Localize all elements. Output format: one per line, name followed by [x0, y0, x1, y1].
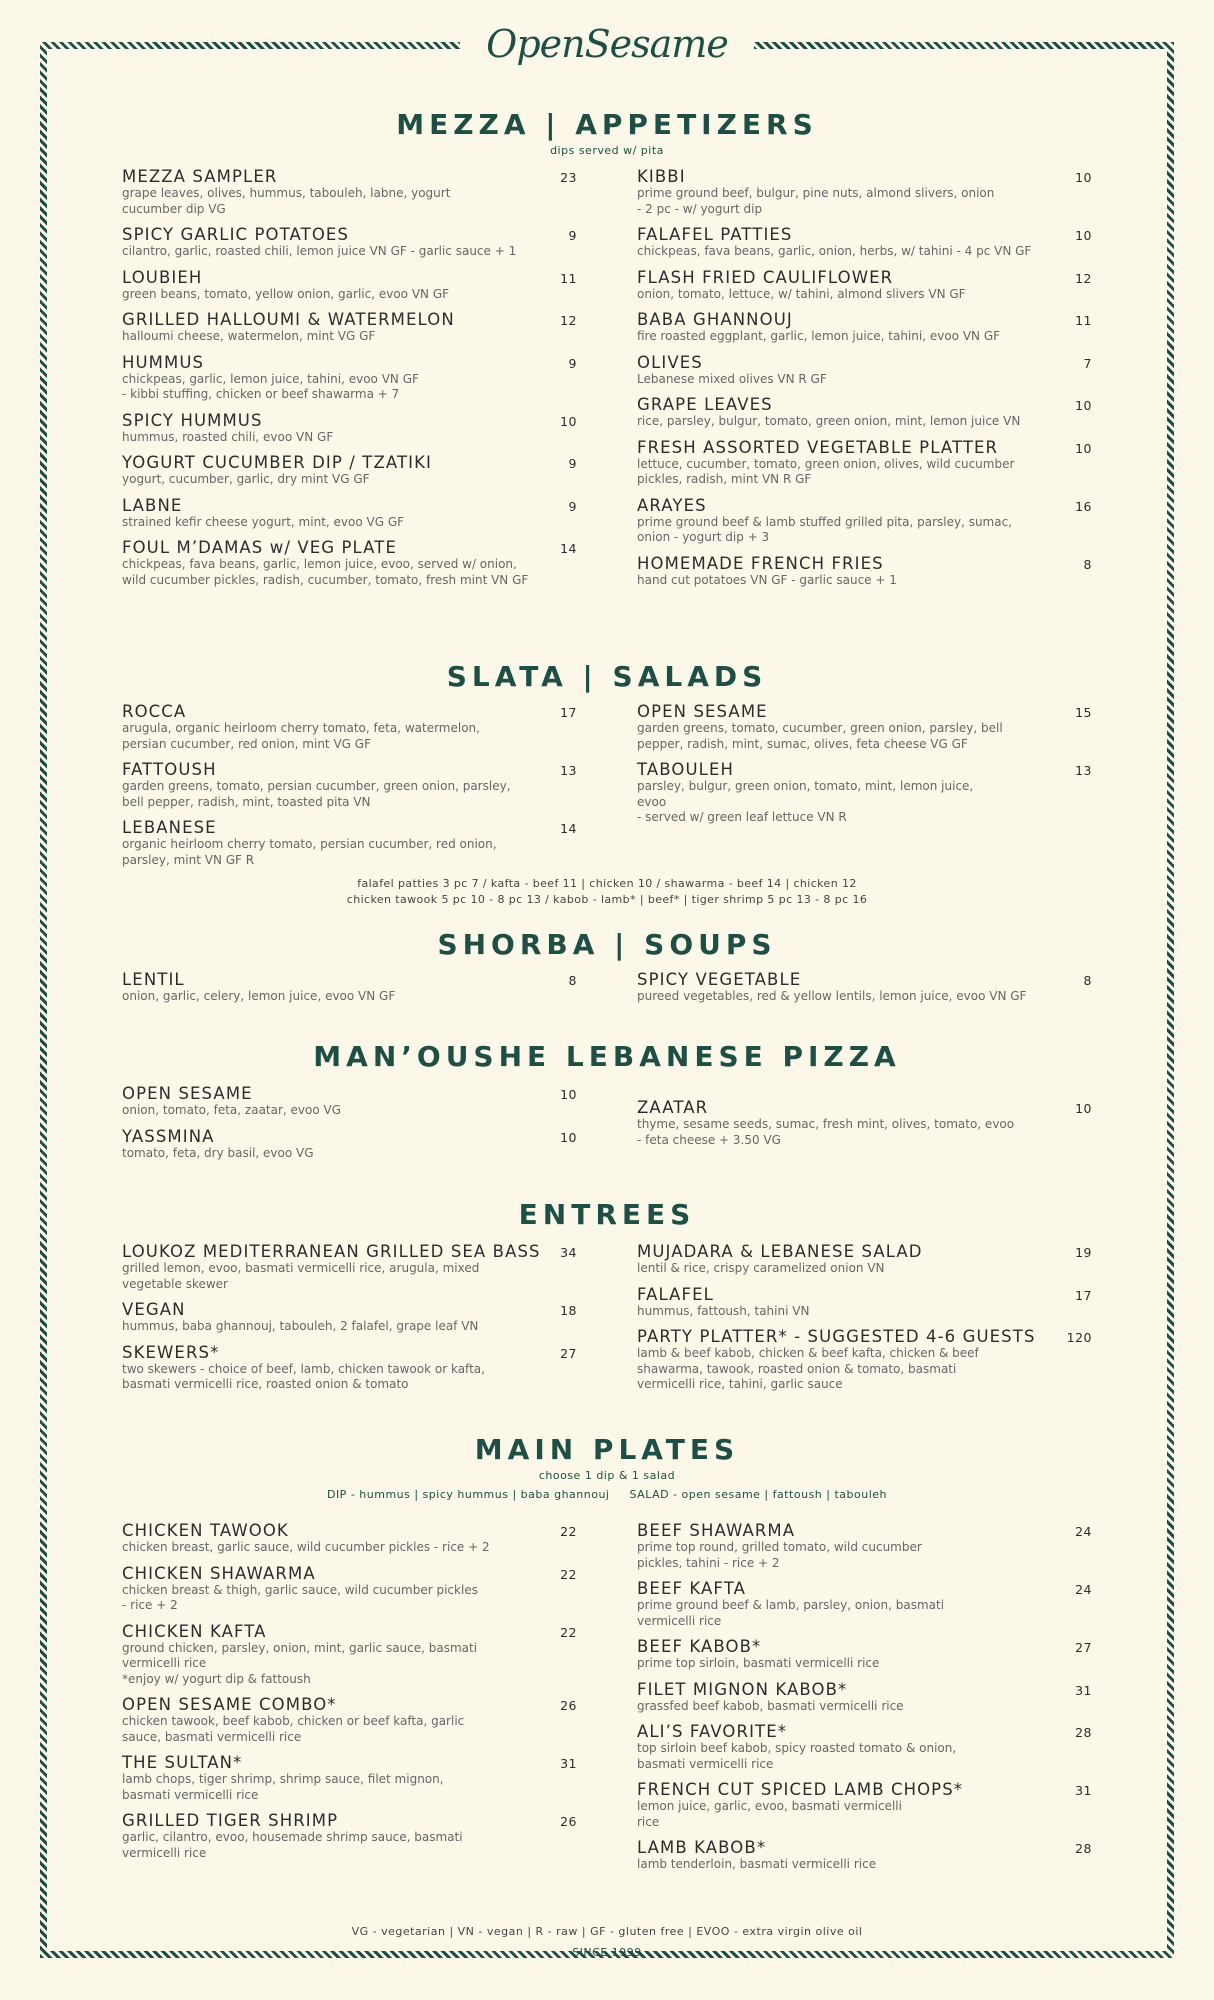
menu-item-header — [122, 1127, 577, 1146]
menu-item-header — [122, 1811, 577, 1830]
menu-item-description: fire roasted eggplant, garlic, lemon juice, tahini, evoo VN GF — [637, 329, 1001, 343]
dietary-legend: VG - vegetarian | VN - vegan | R - raw | GF - gluten free | EVOO - extra virgin olive oil — [351, 1925, 863, 1938]
menu-item-header — [122, 167, 577, 186]
menu-item-header — [122, 411, 577, 430]
menu-item-header — [122, 1084, 577, 1103]
brand-logo: OpenSesame — [460, 14, 754, 74]
menu-item-header — [122, 702, 577, 721]
menu-item-name: OPEN SESAME — [122, 1084, 253, 1103]
right-column — [637, 702, 1092, 876]
menu-item-description: cilantro, garlic, roasted chili, lemon juice VN GF - garlic sauce + 1 — [122, 244, 517, 258]
menu-item-name: HUMMUS — [122, 352, 205, 372]
menu-item-header — [637, 1327, 1092, 1346]
menu-item — [122, 1811, 577, 1861]
menu-item-name: FLASH FRIED CAULIFLOWER — [637, 267, 894, 287]
menu-item-description: prime top sirloin, basmati vermicelli rice — [637, 1656, 880, 1670]
menu-item-name: ARAYES — [637, 495, 707, 515]
left-column — [122, 1242, 577, 1401]
menu-item — [122, 496, 577, 531]
menu-item-price: 9 — [568, 228, 577, 243]
menu-item — [122, 453, 577, 488]
menu-item-name: LABNE — [122, 495, 183, 515]
menu-item-header — [637, 1680, 1092, 1699]
columns — [122, 1084, 1092, 1169]
left-column — [122, 970, 577, 1013]
menu-item-price: 24 — [1075, 1582, 1092, 1597]
menu-item-header — [122, 1695, 577, 1714]
menu-item-header — [637, 1579, 1092, 1598]
section-entrees — [122, 1198, 1092, 1401]
left-column — [122, 1521, 577, 1881]
menu-item-price: 12 — [1075, 270, 1092, 286]
menu-item-header — [637, 1098, 1092, 1117]
menu-item — [637, 310, 1092, 345]
menu-item-description: top sirloin beef kabob, spicy roasted tomato & onion, basmati vermicelli rice — [637, 1741, 957, 1771]
menu-item — [122, 1343, 577, 1393]
left-column — [122, 1084, 577, 1169]
menu-item-name: VEGAN — [122, 1300, 186, 1319]
menu-item-name: LAMB KABOB* — [637, 1838, 767, 1857]
since-badge: SINCE 1999 — [572, 1946, 642, 1959]
menu-item — [637, 353, 1092, 388]
menu-item-price: 27 — [560, 1345, 577, 1361]
menu-item-name: OLIVES — [637, 352, 703, 372]
menu-item-name: FRENCH CUT SPICED LAMB CHOPS* — [637, 1780, 964, 1799]
menu-item-description: chickpeas, fava beans, garlic, onion, herbs, w/ tahini - 4 pc VN GF — [637, 244, 1032, 258]
menu-item-name: ZAATAR — [637, 1098, 709, 1117]
menu-item — [122, 1753, 577, 1803]
menu-item-description: grape leaves, olives, hummus, tabouleh, labne, yogurt cucumber dip VG — [122, 186, 451, 216]
menu-item-description: chicken breast & thigh, garlic sauce, wild cucumber pickles - rice + 2 — [122, 1582, 478, 1612]
menu-item-price: 22 — [560, 1566, 577, 1582]
menu-item-price: 10 — [1075, 440, 1092, 456]
menu-item-name: FRESH ASSORTED VEGETABLE PLATTER — [637, 437, 999, 457]
menu-item-price: 18 — [560, 1303, 577, 1318]
menu-item — [637, 1521, 1092, 1571]
menu-item-name: LEBANESE — [122, 818, 217, 837]
menu-item-name: BABA GHANNOUJ — [637, 310, 793, 329]
menu-item-description: strained kefir cheese yogurt, mint, evoo VG GF — [122, 514, 405, 529]
menu-item — [637, 1579, 1092, 1629]
menu-item — [637, 268, 1092, 303]
menu-item — [637, 438, 1092, 488]
menu-item-price: 9 — [568, 456, 577, 471]
menu-item-header — [637, 760, 1092, 779]
menu-item-name: YOGURT CUCUMBER DIP / TZATIKI — [122, 453, 432, 472]
right-column — [637, 970, 1092, 1013]
menu-item-name: LOUBIEH — [122, 267, 203, 287]
menu-item-name: GRILLED HALLOUMI & WATERMELON — [122, 310, 455, 329]
menu-item-price: 8 — [1083, 556, 1092, 572]
menu-item — [122, 538, 577, 588]
dip-salad-choices: DIP - hummus | spicy hummus | baba ghannouj SALAD - open sesame | fattoush | tabouleh — [326, 1488, 888, 1501]
menu-item-price: 14 — [560, 541, 577, 556]
menu-item-price: 10 — [560, 1129, 577, 1145]
menu-item-header — [122, 310, 577, 329]
menu-item-price: 10 — [560, 1087, 577, 1102]
menu-item-header — [122, 1343, 577, 1362]
menu-item-name: YASSMINA — [122, 1126, 215, 1146]
menu-item-name: FOUL M’DAMAS w/ VEG PLATE — [122, 538, 397, 557]
menu-item — [637, 1838, 1092, 1873]
menu-item-header — [637, 353, 1092, 372]
menu-item-name: GRAPE LEAVES — [637, 395, 773, 414]
menu-item-name: BEEF KAFTA — [637, 1579, 747, 1598]
menu-item-description: prime ground beef & lamb stuffed grilled pita, parsley, sumac, onion - yogurt dip + 3 — [637, 514, 1013, 544]
menu-item-header — [122, 1622, 577, 1641]
menu-item — [122, 310, 577, 345]
menu-item — [122, 1084, 577, 1119]
menu-item — [122, 970, 577, 1005]
menu-item-description: thyme, sesame seeds, sumac, fresh mint, olives, tomato, evoo - feta cheese + 3.50 VG — [637, 1117, 1015, 1147]
menu-item-header — [637, 554, 1092, 573]
left-column — [122, 702, 577, 876]
menu-item — [122, 1300, 577, 1335]
menu-item-name: CHICKEN SHAWARMA — [122, 1563, 316, 1583]
menu-item — [637, 1098, 1092, 1148]
menu-item-price: 7 — [1083, 355, 1092, 371]
menu-item — [122, 1695, 577, 1745]
menu-item-price: 10 — [1075, 228, 1092, 243]
menu-item-name: HOMEMADE FRENCH FRIES — [637, 553, 884, 573]
menu-item-header — [637, 1637, 1092, 1656]
menu-item-price: 17 — [560, 705, 577, 720]
menu-item-description: lemon juice, garlic, evoo, basmati vermicelli rice — [637, 1799, 902, 1829]
menu-item-price: 28 — [1075, 1725, 1092, 1740]
section-title: ENTREES — [518, 1198, 696, 1231]
right-column — [637, 1521, 1092, 1881]
menu-item-name: FALAFEL — [637, 1284, 714, 1304]
menu-item-header — [122, 1753, 577, 1772]
menu-item-header — [637, 438, 1092, 457]
menu-item-price: 23 — [560, 170, 577, 185]
menu-item — [637, 1637, 1092, 1672]
menu-item-description: chicken tawook, beef kabob, chicken or beef kafta, garlic sauce, basmati vermicelli rice — [122, 1714, 465, 1744]
salad-add-ons-line-2: chicken tawook 5 pc 10 - 8 pc 13 / kabob - lamb* | beef* | tiger shrimp 5 pc 13 - 8 pc 16 — [346, 893, 868, 906]
menu-item-price: 31 — [1075, 1682, 1092, 1698]
menu-item-price: 13 — [560, 763, 577, 778]
menu-item — [122, 1622, 577, 1688]
menu-item-description: hummus, roasted chili, evoo VN GF — [122, 429, 334, 444]
menu-item-description: lamb chops, tiger shrimp, shrimp sauce, filet mignon, basmati vermicelli rice — [122, 1772, 444, 1802]
section-title: MAN’OUSHE LEBANESE PIZZA — [313, 1040, 901, 1073]
section-title: MAIN PLATES — [474, 1433, 740, 1466]
menu-item-name: SPICY VEGETABLE — [637, 970, 802, 989]
logo-wrap — [0, 14, 1214, 74]
menu-item-header — [122, 1242, 577, 1261]
section-subtitle: choose 1 dip & 1 salad — [538, 1469, 676, 1482]
menu-item-description: rice, parsley, bulgur, tomato, green onion, mint, lemon juice VN — [637, 414, 1021, 428]
menu-item-header — [637, 1242, 1092, 1261]
menu-item-header — [637, 167, 1092, 186]
menu-item — [122, 1127, 577, 1162]
menu-item-header — [637, 310, 1092, 329]
menu-item-description: chicken breast, garlic sauce, wild cucumber pickles - rice + 2 — [122, 1540, 490, 1554]
menu-item-header — [637, 395, 1092, 414]
menu-item — [637, 496, 1092, 546]
menu-item-description: halloumi cheese, watermelon, mint VG GF — [122, 329, 376, 343]
menu-item-header — [637, 1838, 1092, 1857]
menu-item-price: 19 — [1075, 1245, 1092, 1260]
menu-item — [637, 554, 1092, 589]
menu-item-description: garlic, cilantro, evoo, housemade shrimp sauce, basmati vermicelli rice — [122, 1830, 463, 1860]
menu-item-price: 34 — [560, 1245, 577, 1260]
menu-item-name: ROCCA — [122, 702, 187, 721]
menu-item-header — [122, 538, 577, 557]
menu-item-price: 22 — [560, 1624, 577, 1640]
menu-item-header — [637, 702, 1092, 721]
menu-item-price: 26 — [560, 1698, 577, 1713]
menu-item-header — [122, 225, 577, 244]
menu-item-header — [637, 1521, 1092, 1540]
menu-item-header — [122, 1521, 577, 1540]
menu-item-name: BEEF SHAWARMA — [637, 1521, 796, 1540]
menu-item-header — [637, 1722, 1092, 1741]
menu-item — [122, 818, 577, 868]
menu-item-name: THE SULTAN* — [122, 1753, 243, 1772]
menu-item-name: OPEN SESAME COMBO* — [122, 1695, 337, 1714]
menu-item-description: prime top round, grilled tomato, wild cucumber pickles, tahini - rice + 2 — [637, 1540, 922, 1570]
menu-item-header — [637, 1780, 1092, 1799]
menu-item-header — [122, 970, 577, 989]
menu-item-description: chickpeas, fava beans, garlic, lemon juice, evoo, served w/ onion, wild cucumber pickles, radish, cucumber, tomato, fresh mint VN GF — [122, 557, 529, 587]
menu-item — [122, 411, 577, 446]
menu-item-description: chickpeas, garlic, lemon juice, tahini, evoo VN GF - kibbi stuffing, chicken or beef shawarma + 7 — [122, 371, 419, 401]
menu-item-description: onion, tomato, lettuce, w/ tahini, almond slivers VN GF — [637, 286, 966, 301]
menu-item-header — [637, 970, 1092, 989]
menu-item — [637, 1680, 1092, 1715]
menu-item-name: TABOULEH — [637, 760, 735, 779]
menu-item — [637, 760, 1092, 826]
menu-item-name: FILET MIGNON KABOB* — [637, 1679, 848, 1699]
menu-item-name: FALAFEL PATTIES — [637, 225, 793, 244]
menu-item-description: grilled lemon, evoo, basmati vermicelli rice, arugula, mixed vegetable skewer — [122, 1261, 480, 1291]
menu-item-name: LOUKOZ MEDITERRANEAN GRILLED SEA BASS — [122, 1242, 541, 1261]
menu-item-price: 12 — [560, 313, 577, 328]
menu-item-description: hummus, fattoush, tahini VN — [637, 1303, 810, 1318]
left-column — [122, 167, 577, 596]
menu-item-price: 9 — [568, 498, 577, 514]
menu-item-price: 14 — [560, 821, 577, 836]
menu-item-description: tomato, feta, dry basil, evoo VG — [122, 1145, 314, 1160]
menu-item — [122, 1564, 577, 1614]
menu-item-price: 10 — [1075, 398, 1092, 413]
section-pizza — [122, 1040, 1092, 1169]
menu-item-description: garden greens, tomato, cucumber, green onion, parsley, bell pepper, radish, mint, sumac, olives, feta cheese VG GF — [637, 721, 1003, 751]
menu-item-name: MEZZA SAMPLER — [122, 167, 278, 186]
menu-item-price: 8 — [1083, 973, 1092, 988]
menu-item-header — [122, 1300, 577, 1319]
menu-item-header — [637, 268, 1092, 287]
menu-item-name: CHICKEN KAFTA — [122, 1621, 267, 1641]
menu-item-description: ground chicken, parsley, onion, mint, garlic sauce, basmati vermicelli rice *enjoy w/ yogurt dip & fattoush — [122, 1640, 478, 1686]
menu-item-name: SPICY HUMMUS — [122, 410, 263, 430]
menu-item-description: prime ground beef, bulgur, pine nuts, almond slivers, onion - 2 pc - w/ yogurt dip — [637, 186, 995, 216]
menu-item-description: garden greens, tomato, persian cucumber, green onion, parsley, bell pepper, radish, mint, toasted pita VN — [122, 779, 511, 809]
menu-item-name: ALI’S FAVORITE* — [637, 1722, 788, 1741]
menu-item-price: 26 — [560, 1814, 577, 1829]
menu-item — [637, 1242, 1092, 1277]
menu-item — [637, 1285, 1092, 1320]
right-column — [637, 167, 1092, 596]
menu-item-name: LENTIL — [122, 970, 185, 989]
menu-item-name: OPEN SESAME — [637, 702, 768, 721]
menu-item-description: two skewers - choice of beef, lamb, chicken tawook or kafta, basmati vermicelli rice, roasted onion & tomato — [122, 1361, 485, 1391]
menu-item-price: 13 — [1075, 763, 1092, 778]
menu-item-name: BEEF KABOB* — [637, 1637, 762, 1656]
menu-item — [637, 1722, 1092, 1772]
menu-item-price: 10 — [560, 413, 577, 429]
section-title: SHORBA | SOUPS — [437, 928, 777, 961]
menu-item — [637, 970, 1092, 1005]
menu-item-price: 17 — [1075, 1287, 1092, 1303]
menu-item-name: MUJADARA & LEBANESE SALAD — [637, 1242, 923, 1261]
columns — [122, 1521, 1092, 1881]
menu-item-description: pureed vegetables, red & yellow lentils, lemon juice, evoo VN GF — [637, 989, 1027, 1003]
menu-item-description: arugula, organic heirloom cherry tomato, feta, watermelon, persian cucumber, red onion, mint VG GF — [122, 721, 480, 751]
menu-item-header — [122, 453, 577, 472]
menu-item-name: SPICY GARLIC POTATOES — [122, 225, 350, 244]
section-salads — [122, 660, 1092, 908]
menu-item-description: green beans, tomato, yellow onion, garlic, evoo VN GF — [122, 286, 450, 301]
menu-item-header — [637, 225, 1092, 244]
right-column — [637, 1084, 1092, 1169]
menu-item-price: 10 — [1075, 1101, 1092, 1116]
menu-item — [122, 702, 577, 752]
menu-item — [122, 1242, 577, 1292]
section-mezza — [122, 108, 1092, 596]
menu-item-price: 24 — [1075, 1524, 1092, 1539]
menu-item-price: 27 — [1075, 1640, 1092, 1655]
menu-item-header — [122, 496, 577, 515]
right-column — [637, 1242, 1092, 1401]
menu-item — [637, 395, 1092, 430]
columns — [122, 1242, 1092, 1401]
menu-item-price: 11 — [1075, 313, 1092, 328]
menu-item-description: hummus, baba ghannouj, tabouleh, 2 falafel, grape leaf VN — [122, 1319, 479, 1333]
columns — [122, 702, 1092, 876]
menu-item-header — [122, 818, 577, 837]
menu-item-description: organic heirloom cherry tomato, persian cucumber, red onion, parsley, mint VN GF R — [122, 837, 497, 867]
menu-item-description: lamb tenderloin, basmati vermicelli rice — [637, 1857, 877, 1871]
menu-item — [122, 268, 577, 303]
menu-item-price: 10 — [1075, 170, 1092, 185]
menu-item-description: parsley, bulgur, green onion, tomato, mint, lemon juice, evoo - served w/ green leaf lettuce VN R — [637, 779, 974, 824]
menu-item — [637, 702, 1092, 752]
menu-item-header — [122, 1564, 577, 1583]
menu-item — [122, 1521, 577, 1556]
menu-item-description: onion, garlic, celery, lemon juice, evoo VN GF — [122, 989, 396, 1003]
menu-item-description: grassfed beef kabob, basmati vermicelli rice — [637, 1698, 904, 1713]
menu-item-price: 16 — [1075, 498, 1092, 514]
menu-item-header — [122, 268, 577, 287]
menu-item-price: 11 — [560, 270, 577, 286]
menu-item-description: lettuce, cucumber, tomato, green onion, olives, wild cucumber pickles, radish, mint VN R GF — [637, 456, 1015, 486]
menu-item — [637, 1327, 1092, 1393]
columns — [122, 970, 1092, 1013]
menu-item-description: prime ground beef & lamb, parsley, onion, basmati vermicelli rice — [637, 1598, 945, 1628]
menu-item-name: SKEWERS* — [122, 1342, 220, 1362]
menu-item — [122, 225, 577, 260]
section-title: SLATA | SALADS — [446, 660, 768, 693]
menu-item-price: 28 — [1075, 1841, 1092, 1856]
menu-item-name: PARTY PLATTER* - SUGGESTED 4-6 GUESTS — [637, 1327, 1036, 1346]
menu-item-name: FATTOUSH — [122, 760, 217, 779]
menu-item-price: 120 — [1066, 1330, 1092, 1345]
menu-item — [637, 225, 1092, 260]
menu-item — [122, 760, 577, 810]
menu-item-price: 31 — [560, 1756, 577, 1771]
menu-item-description: Lebanese mixed olives VN R GF — [637, 371, 827, 386]
menu-item-price: 31 — [1075, 1783, 1092, 1798]
menu-item-price: 22 — [560, 1524, 577, 1539]
section-mains — [122, 1433, 1092, 1881]
section-soups — [122, 928, 1092, 1013]
menu-item-description: lamb & beef kabob, chicken & beef kafta, chicken & beef shawarma, tawook, roasted onion & tomato, basmati vermicelli rice, tahini, garlic sauce — [637, 1346, 979, 1391]
menu-item-name: GRILLED TIGER SHRIMP — [122, 1811, 339, 1830]
menu-item-description: yogurt, cucumber, garlic, dry mint VG GF — [122, 472, 370, 486]
menu-item-header — [122, 760, 577, 779]
menu-item-name: KIBBI — [637, 167, 686, 186]
menu-item — [122, 353, 577, 403]
menu-item — [122, 167, 577, 217]
salad-add-ons-line-1: falafel patties 3 pc 7 / kafta - beef 11 | chicken 10 / shawarma - beef 14 | chicken 12 — [357, 877, 857, 890]
section-title: MEZZA | APPETIZERS — [396, 108, 818, 141]
menu-item-header — [637, 1285, 1092, 1304]
menu-item — [637, 1780, 1092, 1830]
menu-item-header — [637, 496, 1092, 515]
menu-item-price: 15 — [1075, 705, 1092, 720]
menu-item-description: onion, tomato, feta, zaatar, evoo VG — [122, 1103, 342, 1117]
menu-item-name: CHICKEN TAWOOK — [122, 1521, 289, 1540]
menu-item-price: 9 — [568, 355, 577, 371]
menu-item-description: hand cut potatoes VN GF - garlic sauce + 1 — [637, 572, 897, 587]
menu-item-description: lentil & rice, crispy caramelized onion VN — [637, 1261, 885, 1275]
menu-item-price: 8 — [568, 973, 577, 988]
columns — [122, 167, 1092, 596]
menu-item — [637, 167, 1092, 217]
section-subtitle: dips served w/ pita — [550, 144, 664, 157]
menu-item-header — [122, 353, 577, 372]
